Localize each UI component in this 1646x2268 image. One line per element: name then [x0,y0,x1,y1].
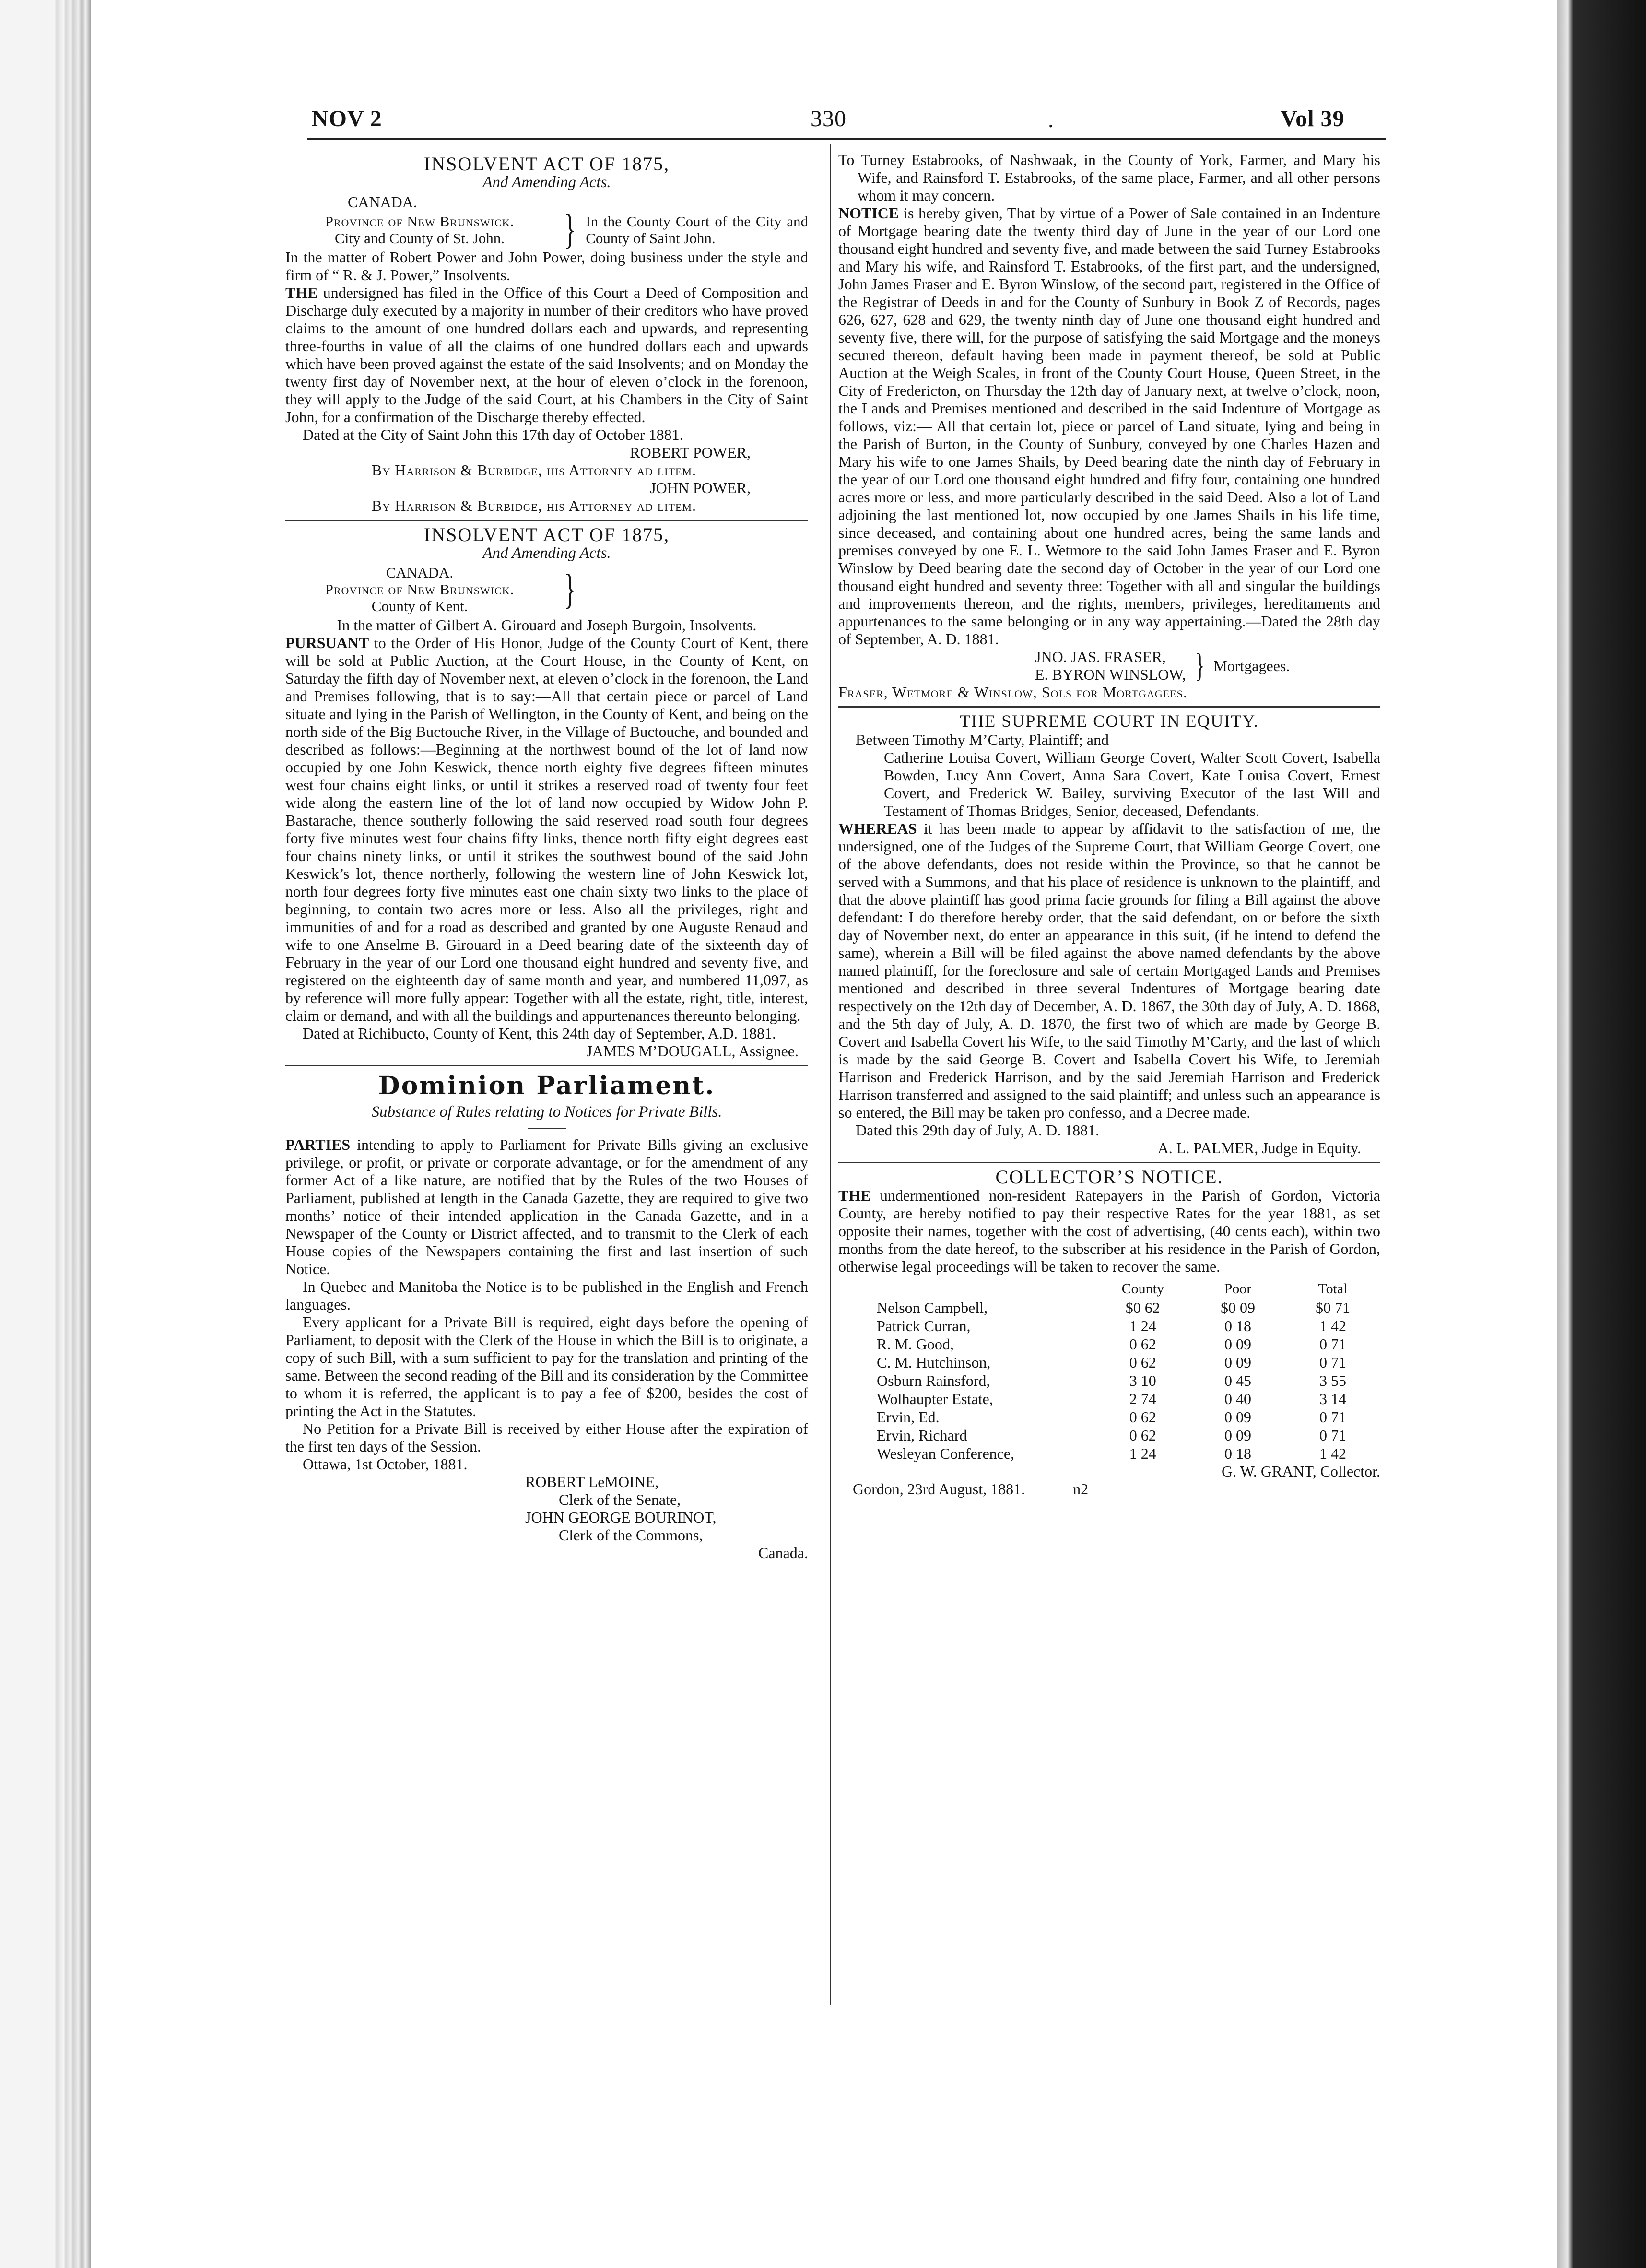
right-column [838,151,1380,1498]
supreme-title: THE SUPREME COURT IN EQUITY. [960,711,1259,731]
county-rate: 1 24 [1129,1445,1156,1462]
poor-rate: 0 09 [1224,1408,1251,1426]
notice-body [838,820,1380,1122]
assignee-signature: JAMES M’DOUGALL, Assignee. [586,1042,799,1060]
matter-line: In the matter of Gilbert A. Girouard and Joseph Burgoin, Insolvents. [337,616,757,634]
section-rule [838,706,1380,708]
page-number: 330 [811,106,847,131]
header-date: NOV 2 [312,106,382,131]
body-text: to the Order of His Honor, Judge of the County Court of Kent, there will be sold at Public Auction, at the Court House, in the County of Kent, on Saturday the fifth day of November next, at eleven o’clock in the forenoon, the Land and Premises following, that is to say:—All that certain piece or parcel of Land situate and lying in the Parish of Wellington, in the County of Kent, and being on the north side of the Big Buctouche River, in the Village of Buctouche, and bounded and described as follows:—Beginning at the northwest bound of the lot of land now occupied by one John Keswick, thence north eighty five degrees fifteen minutes west four chains eight links, or until it strikes a reserved road of twenty four feet wide along the eastern line of the lot of land now occupied by Widow John P. Bastarache, thence southerly following the said reserved road south four degrees forty five minutes west four chains fifty links, thence north fifty eight degrees east four chains ninety links, or until it strikes the southwest bound of the said John Keswick’s lot, thence northerly, following the western line of John Keswick lot, north four degrees forty five minutes east one chain sixty two links to the place of beginning, to contain two acres more or less. Also all the privileges, right and immunities of and for a road as described and granted by one Auguste Renaud and wife to one Anselme B. Girouard in a Deed bearing date of the sixteenth day of February in the year of our Lord one thousand eight hundred and seventy five, and registered on the eighteenth day of same month and year, and numbered 11,097, as by reference will more fully appear: Together with all the estate, right, title, interest, claim or demand, and with all the buildings and appurtenances thereunto belonging. [285,634,809,1024]
parliament-para-4: No Petition for a Private Bill is received by either House after the expiration of the first ten days of the Session. [285,1420,808,1455]
brace-icon: } [1195,647,1205,684]
court-block [285,206,808,253]
total-rate: $0 71 [1315,1299,1350,1316]
reference-mark: n2 [1073,1480,1089,1498]
section-rule [838,1162,1380,1163]
mortgagee-name: JNO. JAS. FRASER, [1035,648,1166,665]
lead-word: NOTICE [838,204,899,222]
parliament-para-3: Every applicant for a Private Bill is required, eight days before the opening of Parliament, to deposit with the Clerk of the House in which the Bill is to originate, a copy of such Bill, with a sum sufficient to pay for the translation and printing of the same. Between the second reading of the Bill and its consideration by the Committee to whom it is referred, the applicant is to pay a fee of $200, besides the cost of printing the Act in the Statutes. [285,1313,808,1419]
ratepayer-name: Nelson Campbell, [877,1299,988,1316]
between-line: Between Timothy M’Carty, Plaintiff; and [856,731,1109,748]
parliament-subtitle: Substance of Rules relating to Notices for Private Bills. [371,1103,722,1121]
body-text: intending to apply to Parliament for Private Bills giving an exclusive privilege, or profit, or private or corporate advantage, or for the amendment of any former Act of a like nature, are notified that by the Rules of the two Houses of Parliament, published at length in the Canada Gazette, they are required to give two months’ notice of their intended application in the Canada Gazette, and in a Newspaper of the County or District affected, and to transmit to the Clerk of each House copies of the Newspapers containing the first and last insertion of such Notice. [285,1136,809,1277]
county-rate: $0 62 [1125,1299,1160,1316]
body-text: undermentioned non-resident Ratepayers in the Parish of Gordon, Victoria County, are hereby notified to pay their respective Rates for the year 1881, as set opposite their names, together with the cost of advertising, (40 cents each), within two months from the date hereof, to the subscriber at his residence in the Parish of Gordon, otherwise legal proceedings will be taken to recover the same. [838,1187,1381,1275]
notice-body [285,284,808,426]
table-header-row [838,1279,1380,1299]
notice-body [838,1187,1380,1276]
ratepayer-name: Osburn Rainsford, [877,1372,990,1389]
signer-name: ROBERT POWER, [630,444,751,461]
insolvent-notice-girouard [285,526,808,1060]
left-column [285,151,808,1562]
ratepayer-name: Ervin, Richard [877,1427,967,1444]
attorney-line: By Harrison & Burbidge, his Attorney ad litem. [372,461,696,479]
mortgagee-role: Mortgagees. [1213,657,1290,674]
ratepayer-name: Patrick Curran, [877,1317,971,1335]
dated-line: Ottawa, 1st October, 1881. [303,1455,468,1473]
mortgage-sale-notice [838,151,1380,701]
matter-line: In the matter of Robert Power and John Power, doing business under the style and firm of “ R. & J. Power,” Insolvents. [285,248,808,284]
poor-rate: 0 18 [1224,1445,1251,1462]
insolvent-notice-power [285,155,808,515]
dated-line: Gordon, 23rd August, 1881. [853,1480,1025,1498]
county-label: County of Kent. [371,598,468,614]
total-rate: 1 42 [1319,1445,1346,1462]
column-header: County [1121,1281,1164,1297]
table-row [838,1335,1380,1353]
brace-icon: } [564,206,576,253]
poor-rate: 0 40 [1224,1390,1251,1407]
county-rate: 0 62 [1129,1335,1156,1353]
supreme-court-notice [838,712,1380,1157]
notice-subtitle: And Amending Acts. [482,544,611,562]
notice-body [838,204,1380,648]
column-header: Total [1318,1281,1348,1297]
senate-clerk-name: ROBERT LeMOINE, [525,1473,659,1490]
county-rate: 2 74 [1129,1390,1156,1407]
place-line: Canada. [758,1544,808,1561]
column-divider [830,144,831,2005]
mortgagee-name: E. BYRON WINSLOW, [1035,666,1186,683]
brace-icon: } [564,566,576,613]
body-text: is hereby given, That by virtue of a Power of Sale contained in an Indenture of Mortgage bearing date the twenty third day of June in the year of our Lord one thousand eight hundred and seventy five, and made between the said Turney Estabrooks and Mary his wife, and Rainsford T. Estabrooks, of the first part, and the undersigned, John James Fraser and E. Byron Winslow, of the second part, registered in the Office of the Registrar of Deeds in and for the County of Sunbury in Book Z of Records, pages 626, 627, 628 and 629, the twenty ninth day of June one thousand eight hundred and seventy five, there will, for the purpose of satisfying the said Mortgage and the moneys secured thereon, default having been made in payment thereof, be sold at Public Auction at the Weigh Scales, in front of the County Court House, Queen Street, in the City of Fredericton, on Thursday the 12th day of January next, at twelve o’clock, noon, the Lands and Premises mentioned and described in the said Indenture of Mortgage as follows, viz:— All that certain lot, piece or parcel of Land situate, lying and being in the Parish of Burton, in the County of Sunbury, conveyed by one Charles Hazen and Mary his wife to one James Shails, by Deed bearing date the ninth day of February in the year of our Lord one thousand eight hundred and fifty four, containing one hundred acres more or less, and more particularly described in the said Deed. Also a lot of Land adjoining the last mentioned lot, now occupied by one James Shails in his life time, since deceased, and containing about one hundred acres, being the same lands and premises conveyed by one E. L. Wetmore to the said John James Fraser and E. Byron Winslow by Deed bearing date the second day of October in the year of our Lord one thousand eight hundred and seventy three: Together with all and singular the buildings and improvements thereon, and the rights, members, privileges, hereditaments and appurtenances to the same belonging or in any way appertaining.—Dated the 28th day of September, A. D. 1881. [838,204,1380,648]
table-row [838,1426,1380,1444]
signer-name: JOHN POWER, [650,479,751,496]
mortgagee-signatures [1035,648,1380,684]
county-rate: 1 24 [1129,1317,1156,1335]
lead-word: PARTIES [285,1136,351,1153]
attorney-line: By Harrison & Burbidge, his Attorney ad litem. [372,497,696,514]
county-rate: 3 10 [1129,1372,1156,1389]
judge-signature: A. L. PALMER, Judge in Equity. [1157,1139,1361,1157]
dated-line: Dated at the City of Saint John this 17th day of October 1881. [303,426,683,443]
short-rule [528,1128,566,1129]
table-row [838,1371,1380,1390]
collector-title: COLLECTOR’S NOTICE. [995,1166,1223,1188]
total-rate: 0 71 [1319,1427,1346,1444]
county-rate: 0 62 [1129,1354,1156,1371]
table-row [838,1408,1380,1426]
table-row [838,1390,1380,1408]
scanner-shadow [1557,0,1646,2268]
total-rate: 0 71 [1319,1354,1346,1371]
court-name: In the County Court of the City and County of Saint John. [586,213,808,247]
section-rule [285,520,808,521]
collector-notice [838,1168,1380,1498]
notice-subtitle: And Amending Acts. [482,174,611,191]
county-rate: 0 62 [1129,1408,1156,1426]
ratepayer-name: C. M. Hutchinson, [877,1354,991,1371]
table-row [838,1353,1380,1371]
poor-rate: 0 18 [1224,1317,1251,1335]
poor-rate: $0 09 [1220,1299,1255,1316]
court-block [285,564,808,614]
parliament-para-2: In Quebec and Manitoba the Notice is to be published in the English and French languages. [285,1278,808,1313]
parliament-para-1 [285,1136,808,1278]
county-rate: 0 62 [1129,1427,1156,1444]
header-volume: Vol 39 [1281,106,1345,131]
lead-word: THE [838,1187,871,1204]
poor-rate: 0 09 [1224,1354,1251,1371]
dated-line: Dated at Richibucto, County of Kent, this 24th day of September, A.D. 1881. [303,1025,776,1042]
county-label: City and County of St. John. [335,230,505,247]
ratepayer-name: Ervin, Ed. [877,1408,940,1426]
province-label: Province of New Brunswick. [325,213,515,230]
dominion-parliament-notice [285,1071,809,1562]
mortgage-address: To Turney Estabrooks, of Nashwaak, in the County of York, Farmer, and Mary his Wife, and Rainsford T. Estabrooks, of the same place, Farmer, and all other persons whom it may concern. [838,151,1380,204]
lead-word: PURSUANT [285,634,369,651]
body-text: undersigned has filed in the Office of this Court a Deed of Composition and Discharge duly executed by a majority in number of their creditors who have proved claims to the amount of one hundred dollars each and upwards, and representing three-fourths in value of all the claims of one hundred dollars each and upwards which have been proved against the estate of the said Insolvents; and on Monday the twenty first day of November next, at the hour of eleven o’clock in the forenoon, they will apply to the Judge of the said Court, at his Chambers in the City of Saint John, for a confirmation of the Discharge thereby effected. [285,284,809,425]
total-rate: 1 42 [1319,1317,1346,1335]
page-stack-edge [0,0,91,2268]
dated-line: Dated this 29th day of July, A. D. 1881. [856,1122,1100,1139]
header-dot: . [1048,107,1054,132]
total-rate: 0 71 [1319,1335,1346,1353]
body-text: it has been made to appear by affidavit to the satisfaction of me, the undersigned, one of the Judges of the Supreme Court, that William George Covert, one of the above defendants, does not reside within the Province, so that he cannot be served with a Summons, and that his place of residence is unknown to the plaintiff, and that the above plaintiff has good prima facie grounds for filing a Bill against the above defendant: I do therefore hereby order, that the said defendant, on or before the sixth day of November next, do enter an appearance in this suit, (if he intend to defend the same), wherein a Bill will be filed against the above named defendants by the above named plaintiff, for the foreclosure and sale of certain Mortgaged Lands and Premises mentioned and described in three several Indentures of Mortgage bearing date respectively on the 12th day of December, A. D. 1867, the 30th day of July, A. D. 1868, and the 5th day of July, A. D. 1870, the first two of which are made by George B. Covert and Isabella Covert his Wife, to the said Timothy M’Carty, and the last of which is made by the said George B. Covert and Isabella Covert his Wife, to Jeremiah Harrison and Frederick Harrison, and by the said Jeremiah Harrison and Frederick Harrison transferred and assigned to the said plaintiff; and unless such an appearance is so entered, the Bill may be taken pro confesso, and a Decree made. [838,820,1381,1121]
notice-title: INSOLVENT ACT OF 1875, [423,153,670,175]
commons-clerk-name: JOHN GEORGE BOURINOT, [525,1509,717,1526]
table-row [838,1317,1380,1335]
total-rate: 0 71 [1319,1408,1346,1426]
column-header: Poor [1224,1281,1252,1297]
section-rule [285,1065,808,1066]
canada-label: CANADA. [386,564,454,581]
lead-word: THE [285,284,318,301]
ratepayer-name: Wolhaupter Estate, [877,1390,993,1407]
table-row [838,1299,1380,1317]
parliament-title: Dominion Parliament. [378,1071,716,1100]
defendants-list: Catherine Louisa Covert, William George Covert, Walter Scott Covert, Isabella Bowden, Lucy Ann Covert, Anna Sara Covert, Kate Louisa Covert, Ernest Covert, and Frederick W. Bailey, surviving Executor of the last Will and Testament of Thomas Bridges, Senior, deceased, Defendants. [884,749,1380,819]
total-rate: 3 55 [1319,1372,1346,1389]
province-label: Province of New Brunswick. [325,581,515,598]
notice-title: INSOLVENT ACT OF 1875, [423,524,670,545]
total-rate: 3 14 [1319,1390,1346,1407]
table-row [838,1444,1380,1463]
notice-body [285,634,808,1025]
header-rule [307,138,1386,140]
poor-rate: 0 45 [1224,1372,1251,1389]
rates-table [838,1279,1380,1463]
commons-clerk-title: Clerk of the Commons, [559,1526,703,1544]
solicitors-line: Fraser, Wetmore & Winslow, Sols for Mortgagees. [838,684,1187,701]
lead-word: WHEREAS [838,820,917,837]
senate-clerk-title: Clerk of the Senate, [559,1491,681,1508]
poor-rate: 0 09 [1224,1335,1251,1353]
collector-signature: G. W. GRANT, Collector. [1222,1463,1380,1480]
ratepayer-name: Wesleyan Conference, [877,1445,1015,1462]
poor-rate: 0 09 [1224,1427,1251,1444]
canada-label: CANADA. [348,193,417,211]
ratepayer-name: R. M. Good, [877,1335,954,1353]
